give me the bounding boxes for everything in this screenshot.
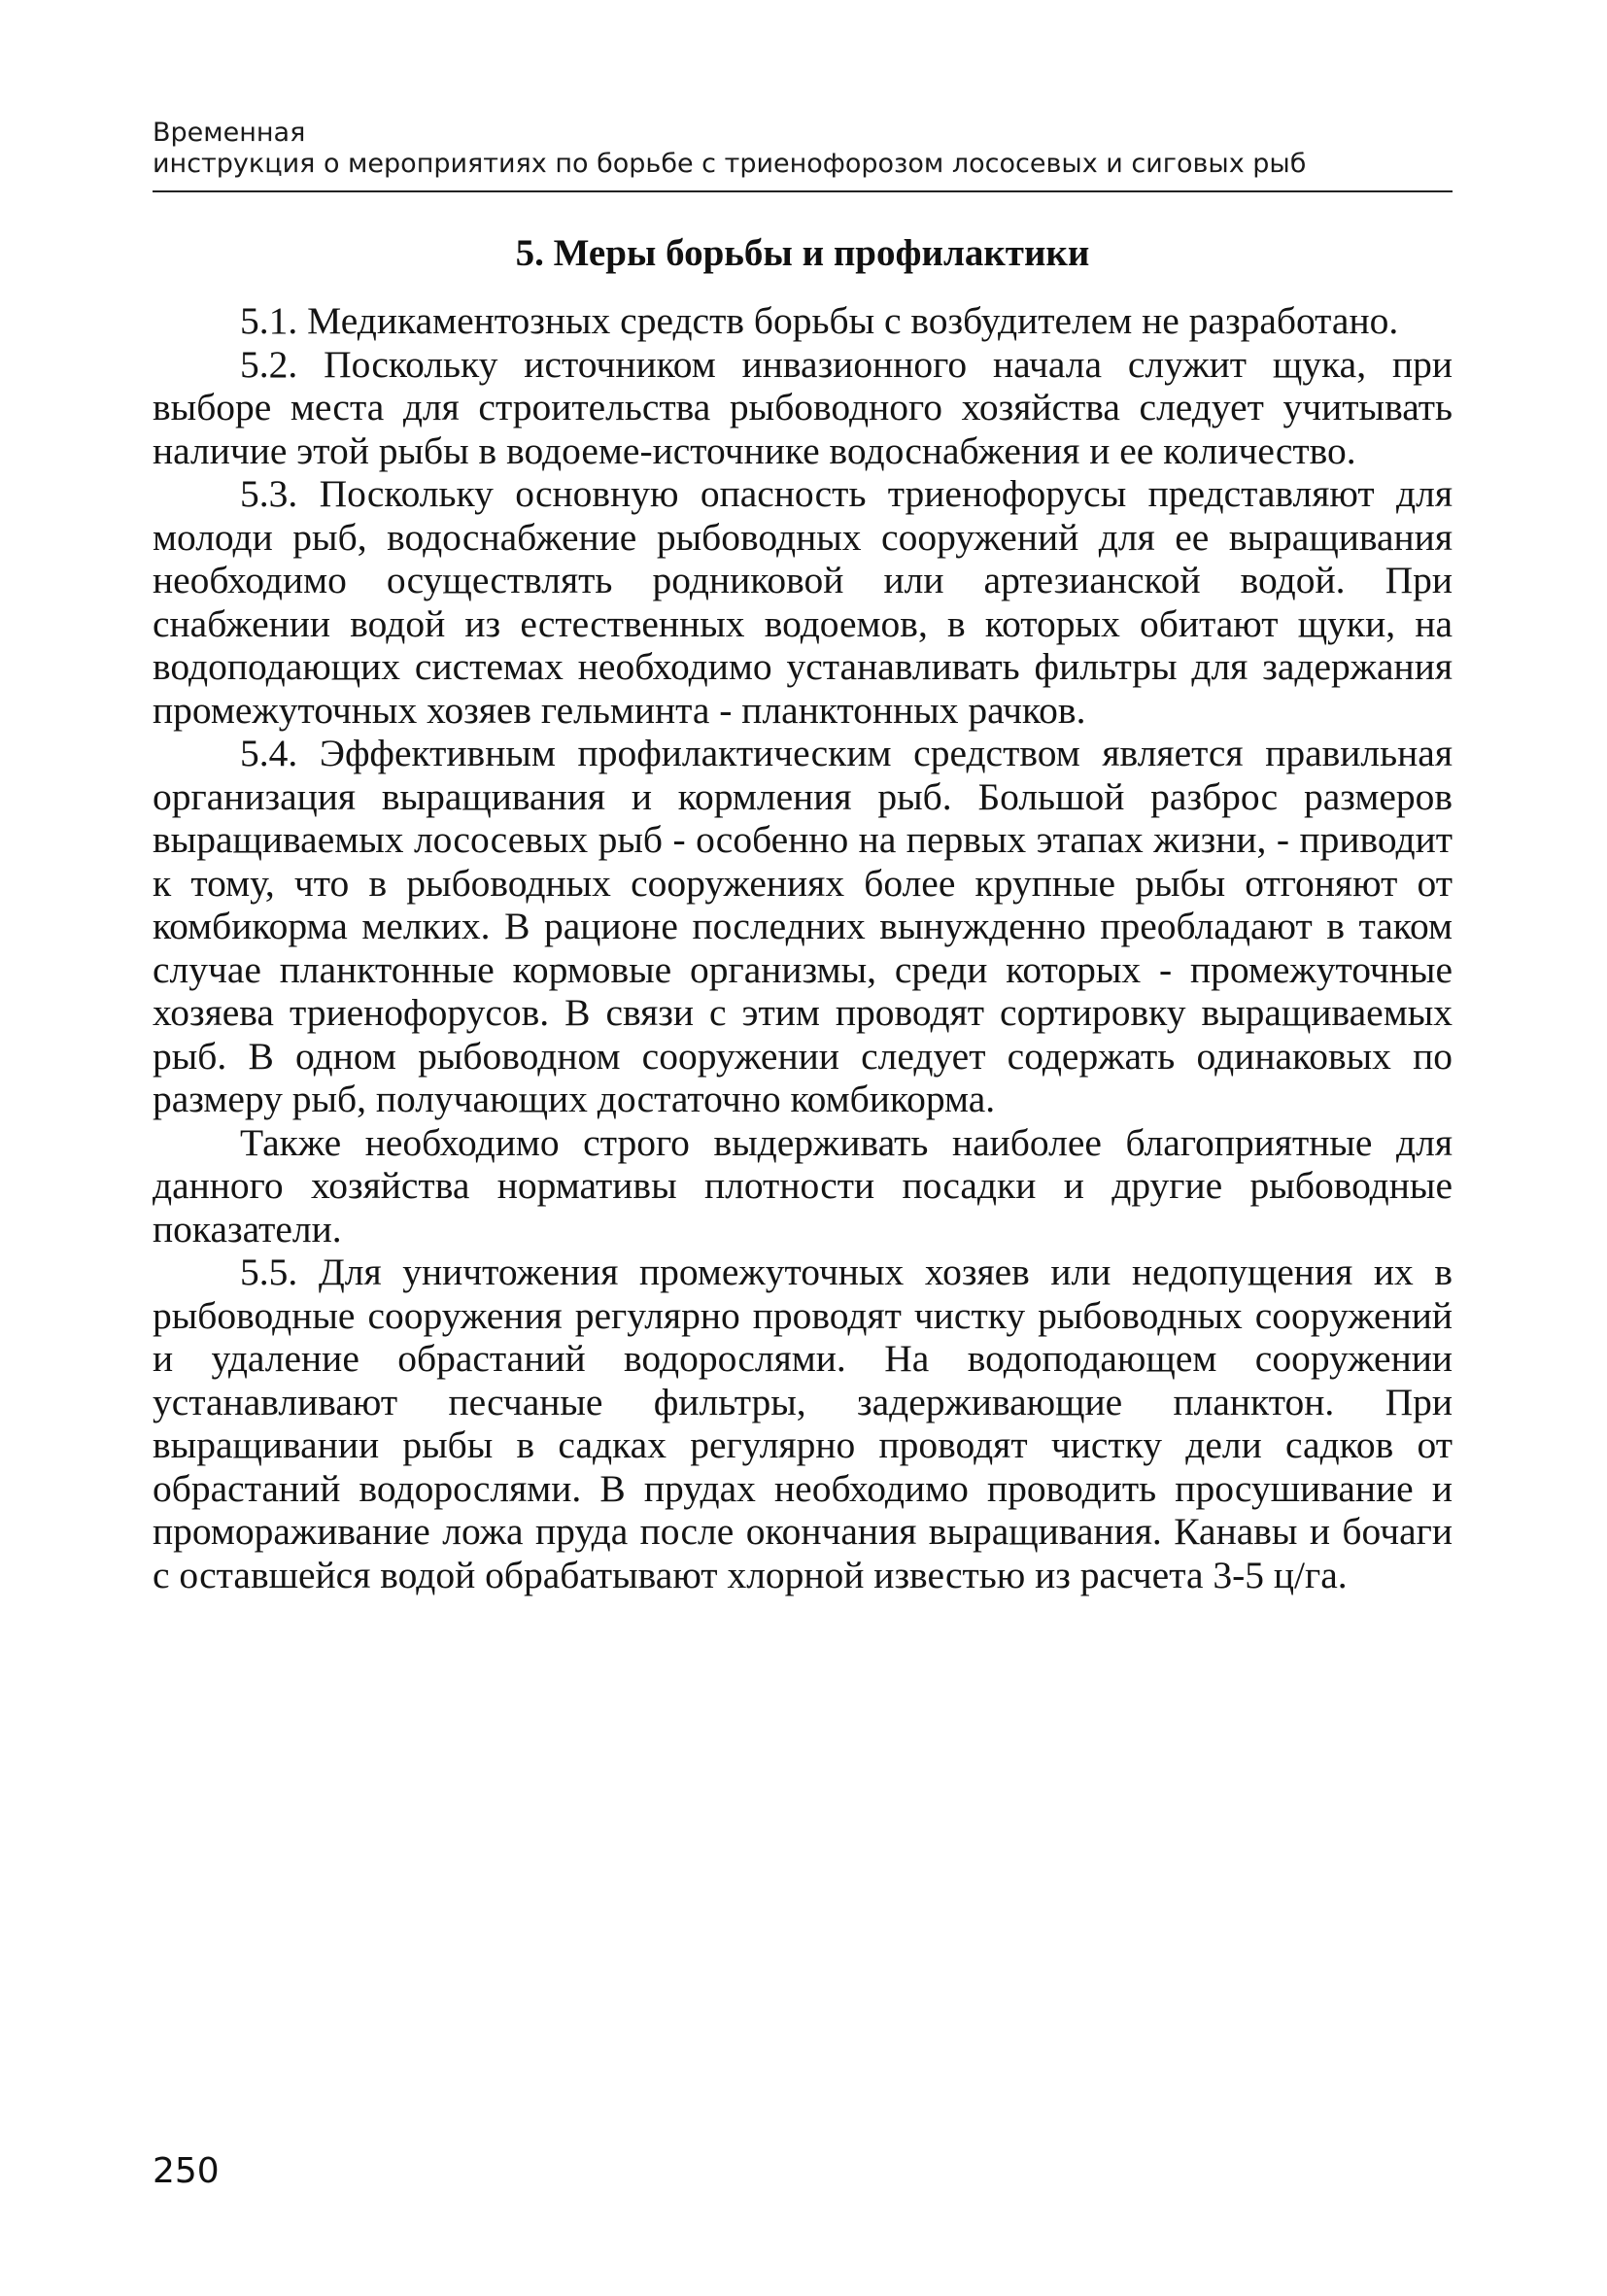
paragraph-5-1: 5.1. Медикаментозных средств борьбы с возбудителем не разработано. bbox=[240, 299, 1399, 342]
paragraph-5-3: 5.3. Поскольку основную опасность триенофорусы представляют для молоди рыб, водоснабжение рыбоводных сооружений для ее выращивания необходимо осуществлять родниковой или артезианской водой. При снабжении водой из естественных водоемов, в которых обитают щуки, на водоподающих системах необходимо устанавливать фильтры для задержания промежуточных хозяев гельминта - планктонных рачков. bbox=[153, 472, 1453, 732]
header-divider bbox=[153, 190, 1453, 192]
paragraph-5-5: 5.5. Для уничтожения промежуточных хозяев или недопущения их в рыбоводные сооружения регулярно проводят чистку рыбоводных сооружений и удаление обрастаний водорослями. На водоподающем сооружении устанавливают песчаные фильтры, задерживающие планктон. При выращивании рыбы в садках регулярно проводят чистку дели садков от обрастаний водорослями. В прудах необходимо проводить просушивание и промораживание ложа пруда после окончания выращивания. Канавы и бочаги с оставшейся водой обрабатывают хлорной известью из расчета 3-5 ц/га. bbox=[153, 1251, 1453, 1596]
page-number: 250 bbox=[153, 2151, 220, 2191]
running-header-line-1: Временная bbox=[153, 118, 306, 148]
section-title: 5. Меры борьбы и профилактики bbox=[515, 232, 1090, 274]
paragraph-5-4-continued: Также необходимо строго выдерживать наиболее благоприятные для данного хозяйства нормативы плотности посадки и другие рыбоводные показатели. bbox=[153, 1120, 1453, 1251]
running-header-line-2: инструкция о мероприятиях по борьбе с триенофорозом лососевых и сиговых рыб bbox=[153, 149, 1307, 179]
running-header bbox=[153, 118, 1453, 180]
body-text bbox=[153, 299, 1453, 1596]
paragraph-5-2: 5.2. Поскольку источником инвазионного начала служит щука, при выборе места для строительства рыбоводного хозяйства следует учитывать наличие этой рыбы в водоеме-источнике водоснабжения и ее количество. bbox=[153, 342, 1453, 472]
paragraph-5-4: 5.4. Эффективным профилактическим средством является правильная организация выращивания и кормления рыб. Большой разброс размеров выращиваемых лососевых рыб - особенно на первых этапах жизни, - приводит к тому, что в рыбоводных сооружениях более крупные рыбы отгоняют от комбикорма мелких. В рационе последних вынужденно преобладают в таком случае планктонные кормовые организмы, среди которых - промежуточные хозяева триенофорусов. В связи с этим проводят сортировку выращиваемых рыб. В одном рыбоводном сооружении следует содержать одинаковых по размеру рыб, получающих достаточно комбикорма. bbox=[153, 732, 1453, 1120]
